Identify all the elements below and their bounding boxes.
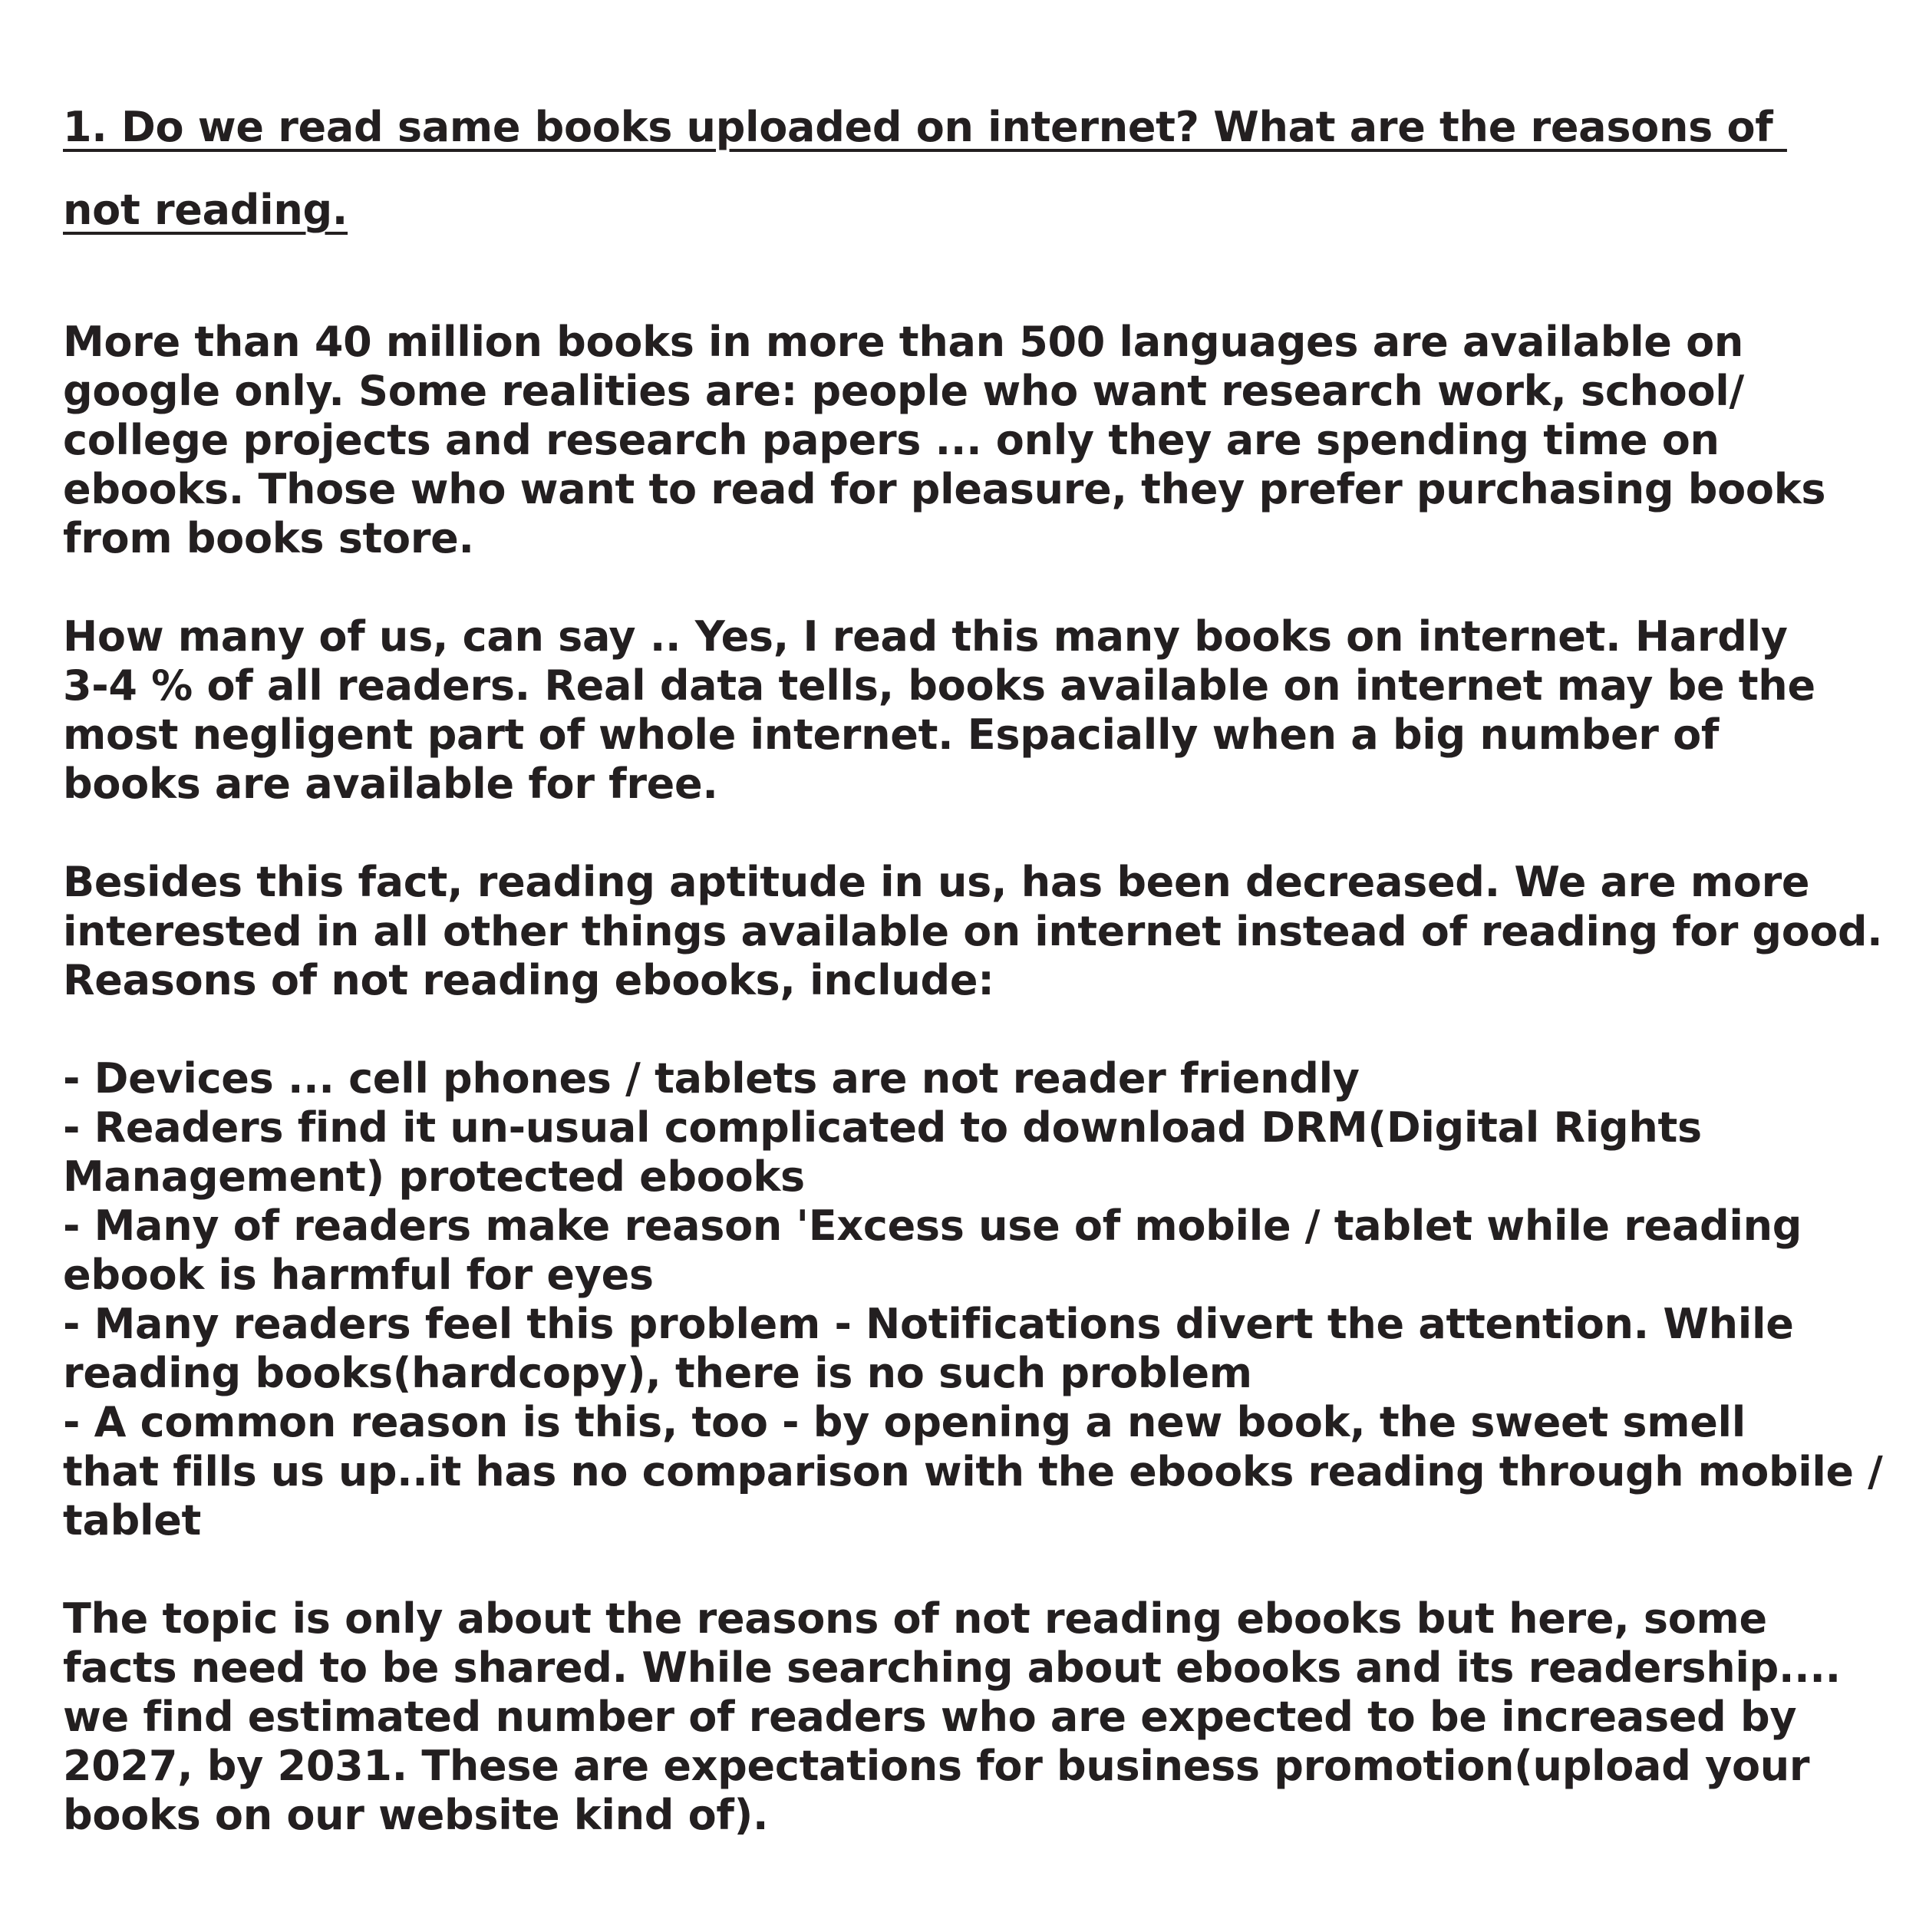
list-item: tablet — [63, 1496, 202, 1545]
list-item: - Devices ... cell phones / tablets are not reader friendly — [63, 1054, 1360, 1103]
heading-line: not reading. — [63, 186, 348, 234]
reasons-list — [63, 1054, 1889, 1545]
paragraph-reading-aptitude — [63, 858, 1889, 1005]
text-line: books on our website kind of). — [63, 1791, 769, 1839]
list-item: reading books(hardcopy), there is no such problem — [63, 1349, 1252, 1397]
question-heading — [63, 86, 1889, 252]
text-line: The topic is only about the reasons of not reading ebooks but here, some — [63, 1594, 1767, 1643]
text-line: most negligent part of whole internet. Espacially when a big number of — [63, 710, 1720, 759]
text-line: 2027, by 2031. These are expectations for business promotion(upload your — [63, 1742, 1810, 1790]
document-page — [63, 86, 1889, 1840]
text-line: we find estimated number of readers who are expected to be increased by — [63, 1693, 1797, 1741]
list-item: Management) protected ebooks — [63, 1152, 805, 1201]
heading-line: 1. Do we read same books uploaded on internet? What are the reasons of — [63, 103, 1787, 151]
paragraph-google-books — [63, 318, 1889, 563]
text-line: books are available for free. — [63, 760, 718, 808]
text-line: college projects and research papers ... only they are spending time on — [63, 416, 1720, 464]
text-line: More than 40 million books in more than 500 languages are available on — [63, 318, 1744, 366]
text-line: Besides this fact, reading aptitude in us, has been decreased. We are more — [63, 858, 1810, 906]
text-line: facts need to be shared. While searching about ebooks and its readership.... — [63, 1644, 1841, 1692]
text-line: ebooks. Those who want to read for pleasure, they prefer purchasing books — [63, 465, 1826, 513]
text-line: How many of us, can say .. Yes, I read this many books on internet. Hardly — [63, 612, 1788, 661]
text-line: Reasons of not reading ebooks, include: — [63, 956, 994, 1004]
list-item: - Many of readers make reason 'Excess use of mobile / tablet while reading — [63, 1202, 1802, 1250]
text-line: from books store. — [63, 514, 474, 562]
list-item: - A common reason is this, too - by opening a new book, the sweet smell — [63, 1398, 1746, 1446]
list-item: ebook is harmful for eyes — [63, 1251, 654, 1299]
list-item: that fills us up..it has no comparison with the ebooks reading through mobile / — [63, 1447, 1883, 1495]
paragraph-readers-share — [63, 612, 1889, 809]
list-item: - Readers find it un-usual complicated to download DRM(Digital Rights — [63, 1103, 1702, 1152]
text-line: google only. Some realities are: people who want research work, school/ — [63, 367, 1744, 415]
text-line: interested in all other things available on internet instead of reading for good. — [63, 907, 1883, 955]
list-item: - Many readers feel this problem - Notifications divert the attention. While — [63, 1300, 1794, 1348]
text-line: 3-4 % of all readers. Real data tells, books available on internet may be the — [63, 661, 1815, 710]
paragraph-facts — [63, 1594, 1889, 1840]
